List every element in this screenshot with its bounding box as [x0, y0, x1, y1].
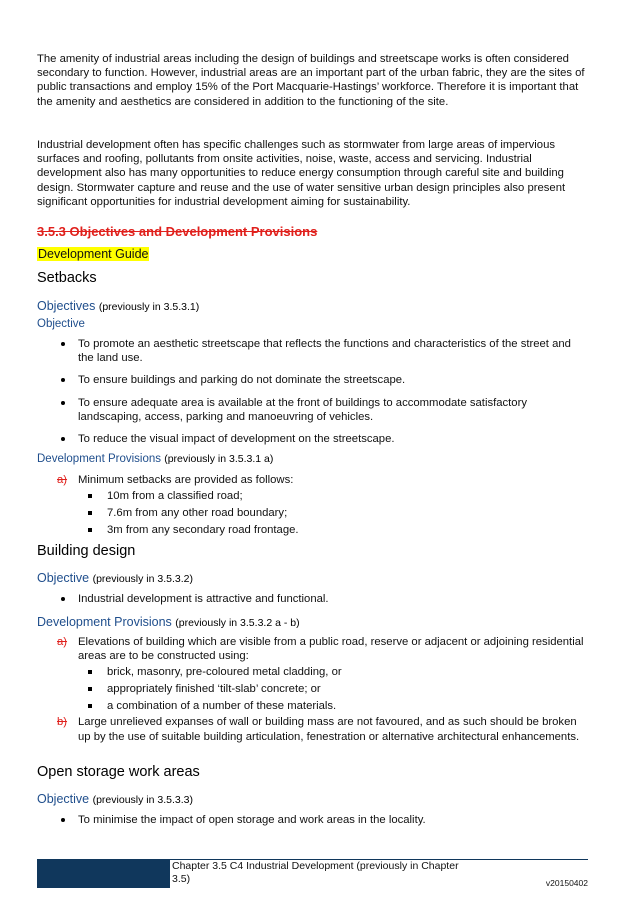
building-design-provisions-list	[57, 635, 589, 744]
setbacks-objective-subheading: Objective	[37, 318, 85, 330]
list-item: To reduce the visual impact of development on the streetscape.	[59, 432, 589, 446]
list-item: To ensure adequate area is available at the front of buildings to accommodate satisfactory landscaping, access, parking and manoeuvring of vehicles.	[59, 396, 589, 424]
objectives-label: Objectives	[37, 299, 96, 313]
objective-note: (previously in 3.5.3.3)	[92, 794, 193, 806]
building-design-provisions-heading	[37, 615, 300, 629]
deleted-section-heading: 3.5.3 Objectives and Development Provisions	[37, 224, 318, 239]
objective-note: (previously in 3.5.3.2)	[92, 573, 193, 585]
provision-item	[57, 635, 589, 715]
building-design-objectives-list	[59, 592, 589, 606]
list-item: 10m from a classified road;	[107, 488, 589, 505]
building-design-objective-heading	[37, 571, 193, 585]
highlighted-heading: Development Guide	[38, 247, 149, 261]
intro-paragraph-1: The amenity of industrial areas including the design of buildings and streetscape works is often considered secondary to function. However, industrial areas are an important part of the urban fabric, they are the sites of public transactions and employ 15% of the Port Macquarie-Hastings’ workforce. Therefore it is important that the amenity and aesthetics are considered in addition to the functioning of the site.	[37, 53, 585, 108]
list-item: appropriately finished ‘tilt-slab’ concrete; or	[107, 681, 589, 698]
footer-bar	[37, 859, 170, 888]
list-item: To minimise the impact of open storage and work areas in the locality.	[59, 813, 589, 827]
provision-item	[57, 715, 589, 743]
list-item: To ensure buildings and parking do not dominate the streetscape.	[59, 373, 589, 387]
list-item: 3m from any secondary road frontage.	[107, 522, 589, 539]
setbacks-objectives-heading	[37, 299, 199, 313]
provisions-label: Development Provisions	[37, 453, 162, 465]
provision-item	[57, 473, 589, 539]
setbacks-objectives-list	[59, 337, 589, 446]
setbacks-heading: Setbacks	[37, 270, 97, 286]
provision-text: Elevations of building which are visible from a public road, reserve or adjacent or adjoining residential areas are to be constructed using:	[78, 636, 584, 663]
setbacks-provisions-heading	[37, 453, 273, 465]
deleted-marker: b)	[57, 716, 68, 729]
provisions-note: (previously in 3.5.3.2 a - b)	[175, 617, 300, 629]
list-item: To promote an aesthetic streetscape that reflects the functions and characteristics of the street and the land use.	[59, 337, 589, 365]
setbacks-provisions-list	[57, 473, 589, 539]
objective-label: Objective	[37, 571, 90, 585]
provisions-label: Development Provisions	[37, 615, 172, 629]
footer-version: v20150402	[545, 878, 588, 888]
list-item: 7.6m from any other road boundary;	[107, 505, 589, 522]
objectives-note: (previously in 3.5.3.1)	[98, 301, 200, 313]
materials-list	[78, 664, 589, 715]
deleted-marker: a)	[57, 474, 68, 486]
provisions-note: (previously in 3.5.3.1 a)	[164, 453, 274, 465]
deleted-marker: a)	[57, 636, 68, 648]
footer-chapter-title: Chapter 3.5 C4 Industrial Development (previously in Chapter 3.5)	[172, 860, 459, 885]
provision-text: Large unrelieved expanses of wall or building mass are not favoured, and as such should be broken up by the use of suitable building articulation, fenestration or alternative architectural enhancements.	[78, 716, 580, 743]
objective-label: Objective	[37, 792, 90, 806]
open-storage-objective-heading	[37, 792, 193, 806]
intro-paragraph-2: Industrial development often has specific challenges such as stormwater from large areas of impervious surfaces and roofing, pollutants from onsite activities, noise, waste, access and servicing. Industrial development also has many opportunities to reduce energy consumption through careful site and building design. Stormwater capture and reuse and the use of water sensitive urban design principles also present significant opportunities for industrial development aiming for sustainability.	[37, 139, 566, 208]
open-storage-heading: Open storage work areas	[37, 764, 200, 780]
setback-distances-list	[78, 488, 589, 539]
provision-text: Minimum setbacks are provided as follows:	[78, 474, 294, 486]
list-item: a combination of a number of these materials.	[107, 698, 589, 715]
open-storage-objectives-list	[59, 813, 589, 827]
list-item: Industrial development is attractive and functional.	[59, 592, 589, 606]
list-item: brick, masonry, pre-coloured metal cladding, or	[107, 664, 589, 681]
building-design-heading: Building design	[37, 543, 136, 559]
